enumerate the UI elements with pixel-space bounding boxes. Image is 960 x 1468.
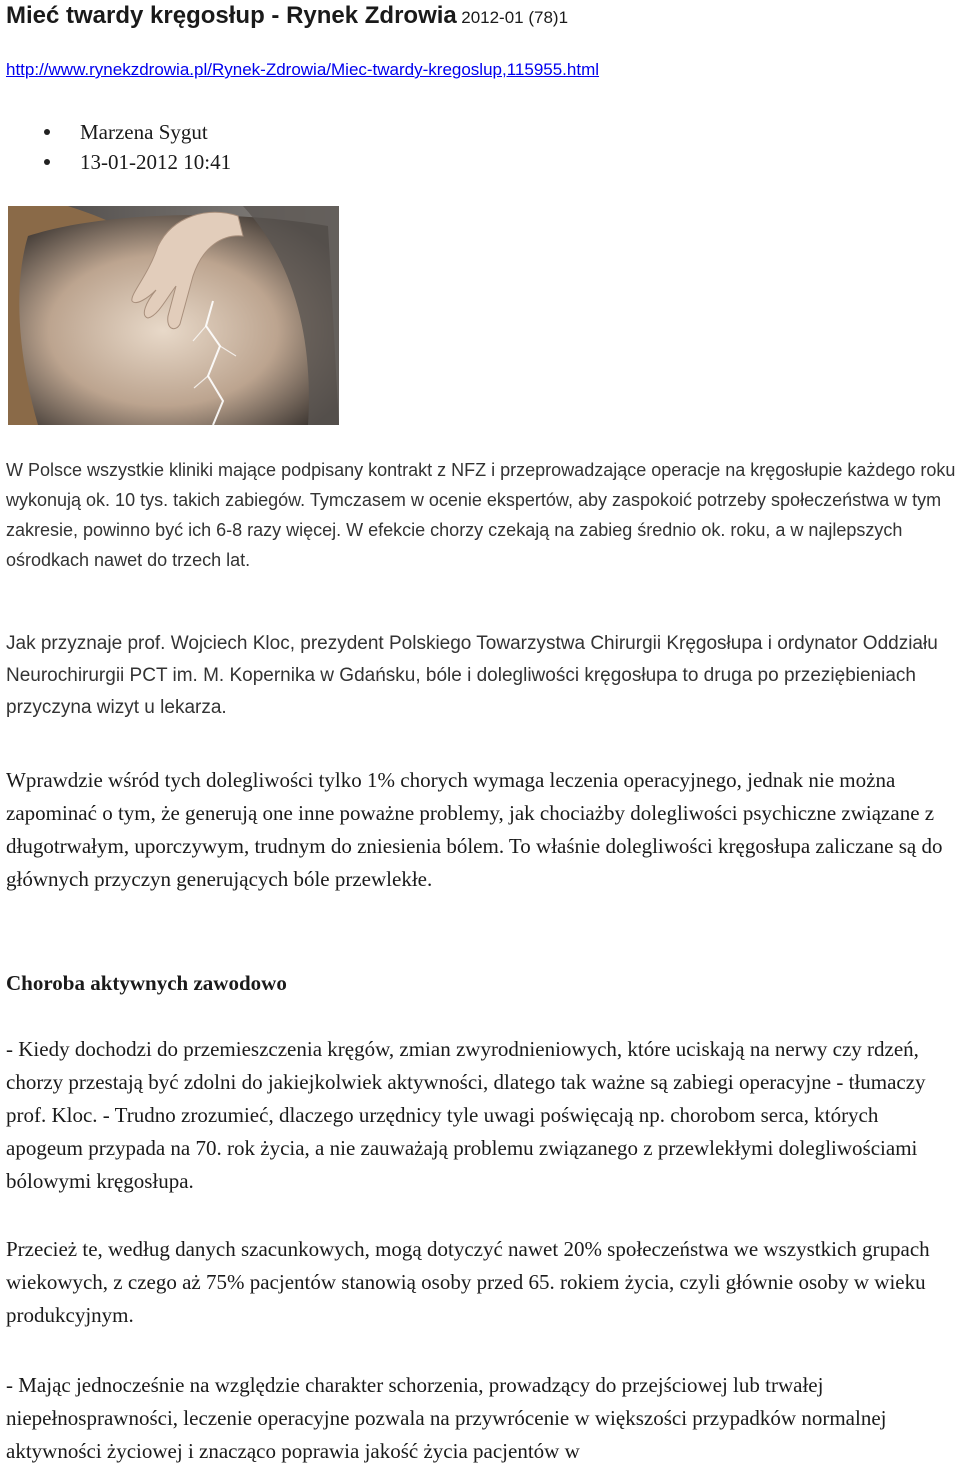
date-item: [40, 147, 231, 177]
article-title: Mieć twardy kręgosłup - Rynek Zdrowia: [6, 2, 457, 29]
paragraph-treatment: - Mając jednocześnie na względzie charakter schorzenia, prowadzący do przejściowej lub trwałej niepełnosprawności, leczenie operacyjne pozwala na przywrócenie w większości przypadków normalnej aktywności życiowej i znacząco poprawia jakość życia pacjentów w: [6, 1373, 887, 1463]
article-meta: [40, 117, 231, 177]
paragraph-statistics: Przecież te, według danych szacunkowych, mogą dotyczyć nawet 20% społeczeństwa we wszystkich grupach wiekowych, z czego aż 75% pacjentów stanowią osoby przed 65. rokiem życia, czyli głównie osoby w wieku produkcyjnym.: [6, 1237, 930, 1327]
document-title: [6, 2, 568, 30]
issue-reference: 2012-01 (78)1: [461, 8, 569, 27]
author-item: [40, 117, 231, 147]
section-heading: Choroba aktywnych zawodowo: [6, 971, 287, 995]
author-name: Marzena Sygut: [80, 120, 208, 144]
source-link[interactable]: http://www.rynekzdrowia.pl/Rynek-Zdrowia/Miec-twardy-kregoslup,115955.html: [6, 60, 600, 79]
lead-paragraph: W Polsce wszystkie kliniki mające podpisany kontrakt z NFZ i przeprowadzające operacje na kręgosłupie każdego roku wykonują ok. 10 tys. takich zabiegów. Tymczasem w ocenie ekspertów, aby zaspokoić potrzeby społeczeństwa w tym zakresie, powinno być ich 6-8 razy więcej. W efekcie chorzy czekają na zabieg średnio ok. roku, a w najlepszych ośrodkach nawet do trzech lat.: [6, 460, 956, 570]
article-photo: [8, 206, 339, 425]
paragraph-operations: Wprawdzie wśród tych dolegliwości tylko 1% chorych wymaga leczenia operacyjnego, jednak nie można zapominać o tym, że generują one inne poważne problemy, jak chociażby dolegliwości psychiczne związane z długotrwałym, uporczywym, trudnym do zniesienia bólem. To właśnie dolegliwości kręgosłupa zaliczane są do głównych przyczyn generujących bóle przewlekłe.: [6, 768, 943, 891]
back-pain-photo-illustration: [8, 206, 339, 425]
paragraph-kloc-quote: - Kiedy dochodzi do przemieszczenia kręgów, zmian zwyrodnieniowych, które uciskają na nerwy czy rdzeń, chorzy przestają być zdolni do jakiejkolwiek aktywności, dlatego tak ważne są zabiegi operacyjne - tłumaczy prof. Kloc. - Trudno zrozumieć, dlaczego urzędnicy tyle uwagi poświęcają np. chorobom serca, których apogeum przypada na 70. rok życia, a nie zauważają problemu związanego z przewlekłymi dolegliwościami bólowymi kręgosłupa.: [6, 1037, 926, 1193]
publish-date: 13-01-2012 10:41: [80, 150, 232, 174]
paragraph-quote-intro: Jak przyznaje prof. Wojciech Kloc, prezydent Polskiego Towarzystwa Chirurgii Kręgosłupa i ordynator Oddziału Neurochirurgii PCT im. M. Kopernika w Gdańsku, bóle i dolegliwości kręgosłupa to druga po przeziębieniach przyczyna wizyt u lekarza.: [6, 633, 938, 718]
bullet-icon: [44, 159, 50, 165]
bullet-icon: [44, 129, 50, 135]
